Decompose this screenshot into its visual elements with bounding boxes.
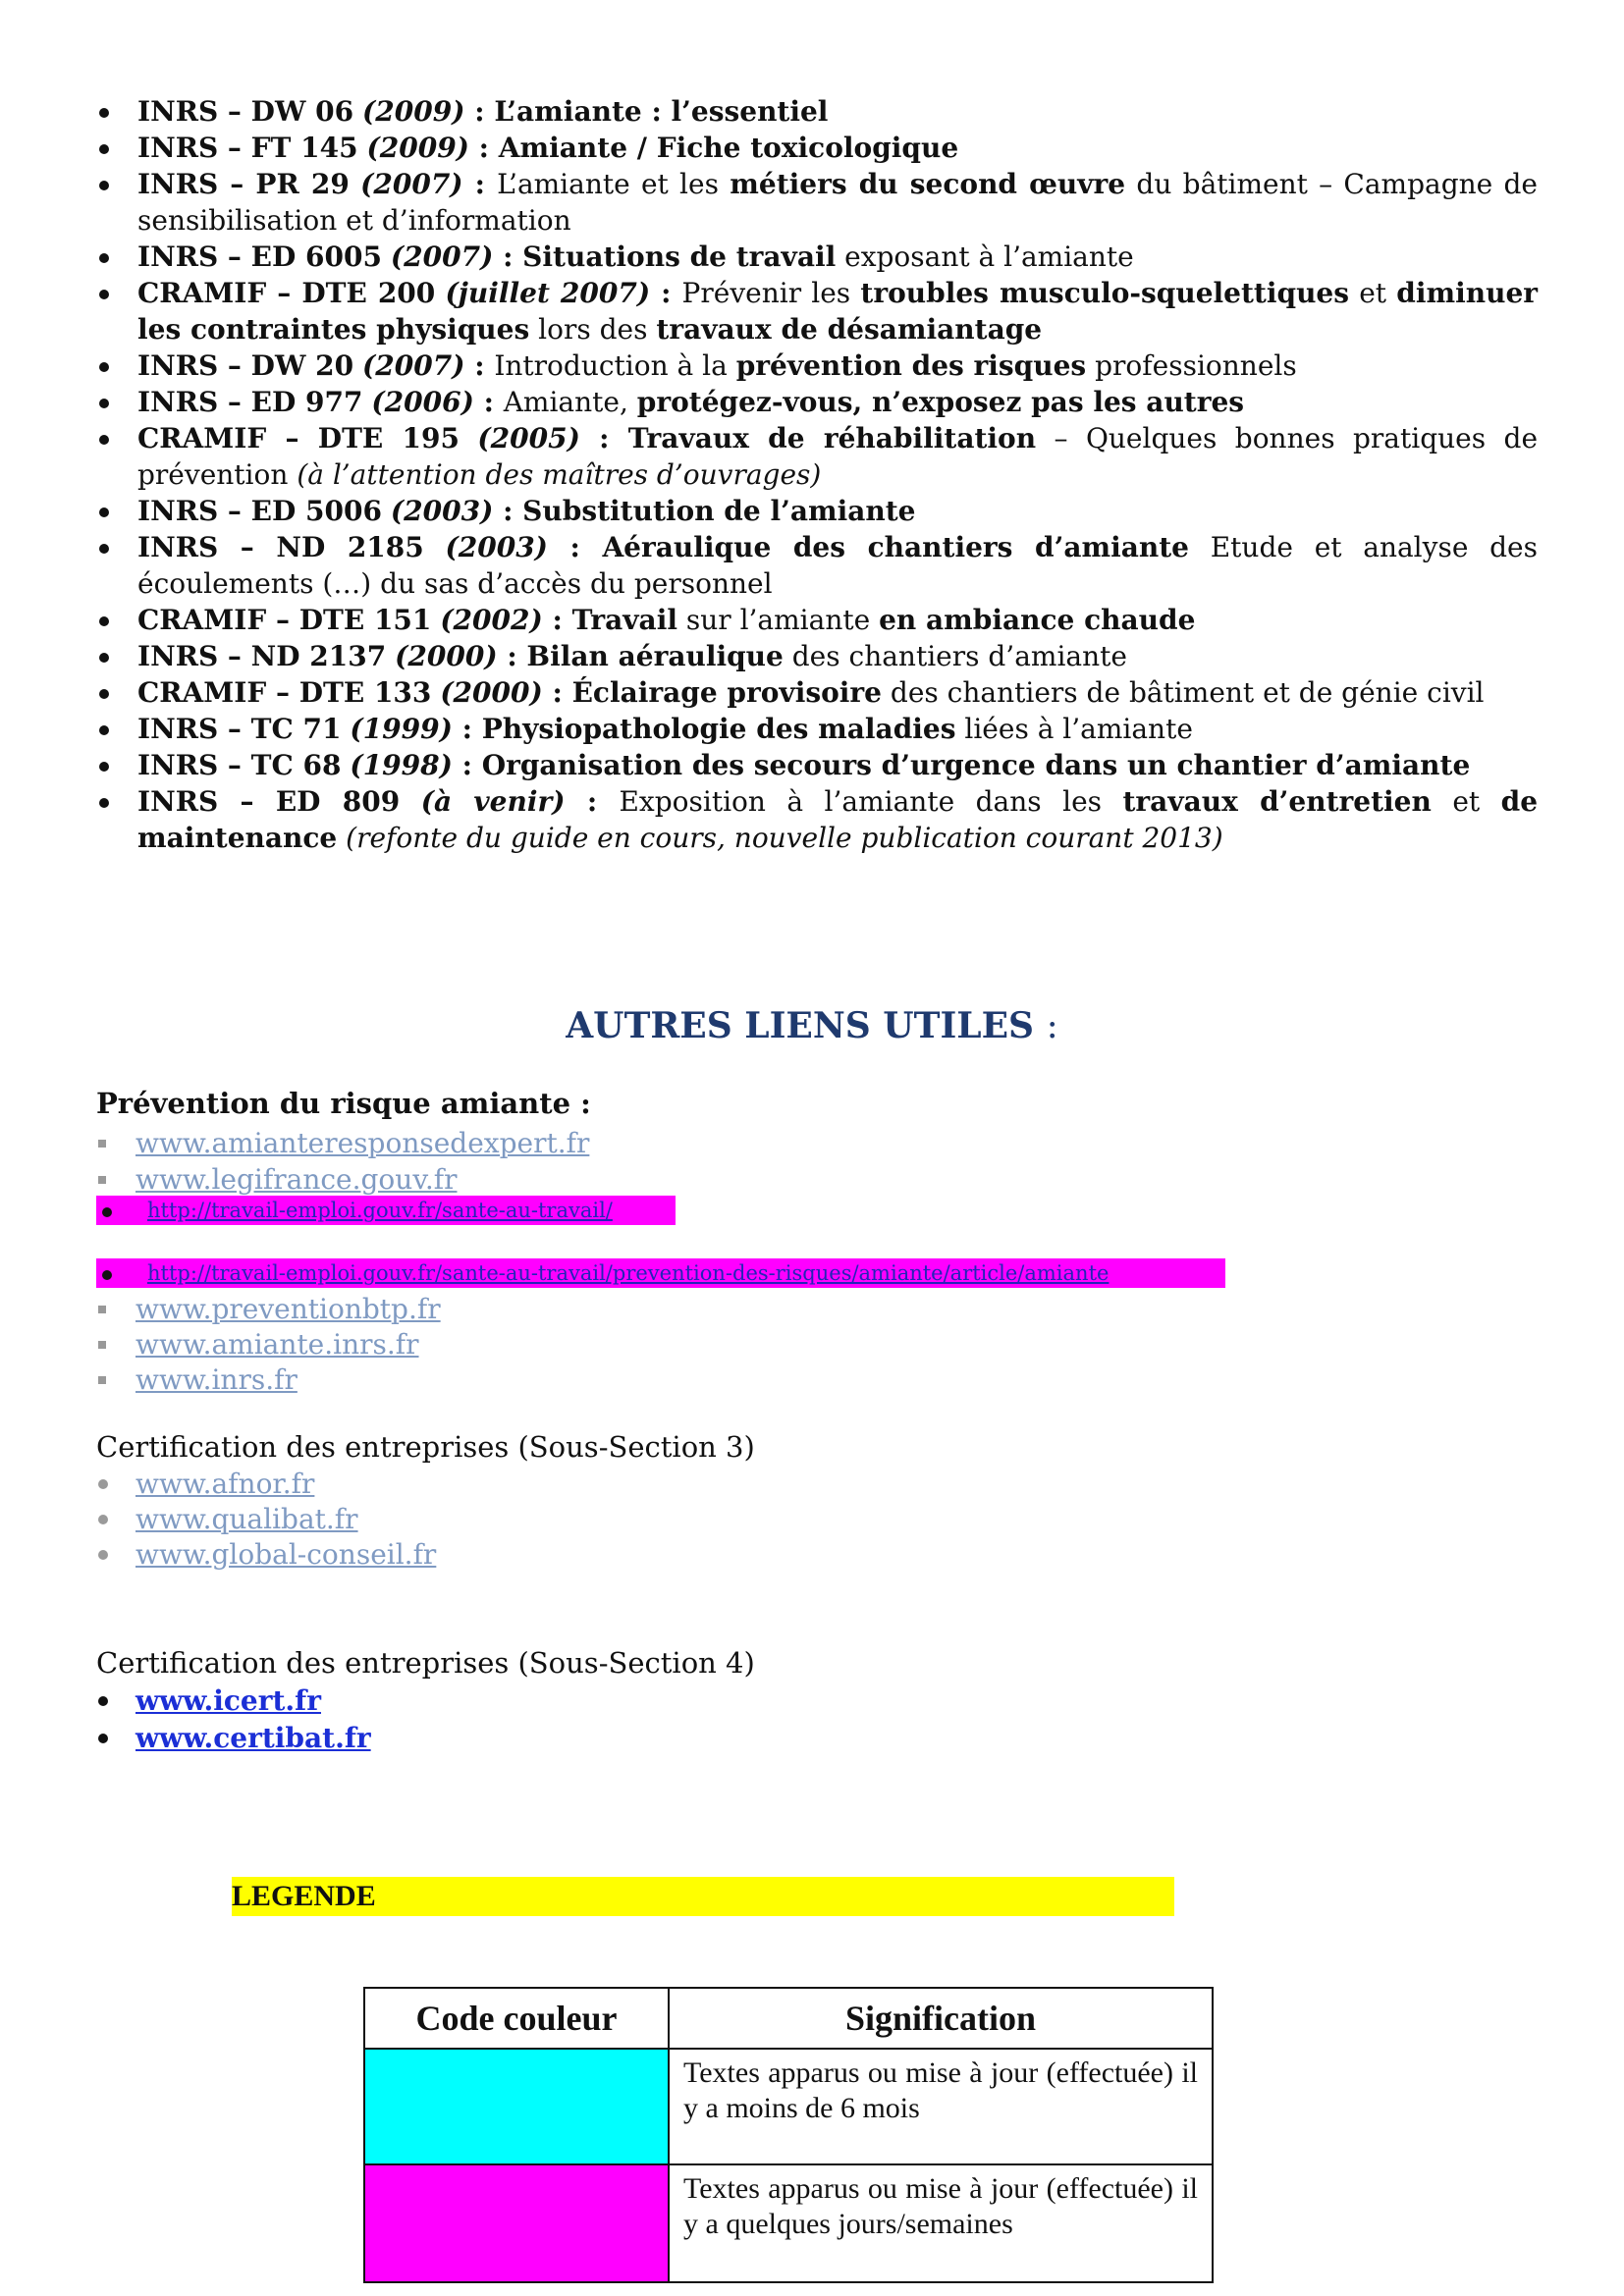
link[interactable]: www.qualibat.fr [135, 1503, 358, 1535]
link[interactable]: www.inrs.fr [135, 1363, 298, 1396]
list-item [96, 1682, 1373, 1720]
reference-item: CRAMIF – DTE 200 (juillet 2007) : Prévenir les troubles musculo-squelettiques et diminuer les contraintes physiques lors des travaux de désamiantage [96, 275, 1538, 347]
bullet-square-icon [98, 1376, 106, 1384]
reference-item: INRS – TC 68 (1998) : Organisation des secours d’urgence dans un chantier d’amiante [96, 747, 1538, 783]
reference-item: INRS – PR 29 (2007) : L’amiante et les métiers du second œuvre du bâtiment – Campagne de sensibilisation et d’information [96, 166, 1538, 239]
reference-item: CRAMIF – DTE 195 (2005) : Travaux de réhabilitation – Quelques bonnes pratiques de prévention (à l’attention des maîtres d’ouvrages) [96, 420, 1538, 493]
bullet-dot-icon [102, 1270, 112, 1280]
bullet-square-icon [98, 1176, 106, 1184]
reference-item: INRS – ND 2185 (2003) : Aéraulique des chantiers d’amiante Etude et analyse des écoulements (…) du sas d’accès du personnel [96, 529, 1538, 602]
cert4-title: Certification des entreprises (Sous-Section 4) [96, 1646, 755, 1680]
bullet-dot-icon [98, 1515, 108, 1524]
link[interactable]: www.icert.fr [135, 1684, 321, 1717]
bullet-dot-icon [98, 1696, 108, 1706]
meaning-cell: Textes apparus ou mise à jour (effectuée) il y a moins de 6 mois [669, 2049, 1213, 2164]
bullet-square-icon [98, 1341, 106, 1349]
link[interactable]: www.preventionbtp.fr [135, 1293, 441, 1325]
reference-item: INRS – ED 977 (2006) : Amiante, protégez-vous, n’exposez pas les autres [96, 384, 1538, 420]
bullet-square-icon [98, 1140, 106, 1148]
meaning-cell: Textes apparus ou mise à jour (effectuée) il y a quelques jours/semaines [669, 2164, 1213, 2282]
link[interactable]: www.certibat.fr [135, 1722, 371, 1754]
reference-item: CRAMIF – DTE 151 (2002) : Travail sur l’amiante en ambiance chaude [96, 602, 1538, 638]
list-item [96, 1720, 1373, 1757]
reference-list [96, 93, 1538, 856]
bullet-dot-icon [98, 1550, 108, 1560]
link[interactable]: www.amiante.inrs.fr [135, 1328, 419, 1361]
cert4-links [96, 1682, 1373, 1757]
legend-table [363, 1987, 1214, 2283]
list-item [96, 1362, 1373, 1398]
cert3-links [96, 1467, 1373, 1573]
reference-item: CRAMIF – DTE 133 (2000) : Éclairage provisoire des chantiers de bâtiment et de génie civil [96, 674, 1538, 711]
legend-label: LEGENDE [232, 1877, 1174, 1916]
link[interactable]: www.global-conseil.fr [135, 1538, 437, 1571]
reference-item: INRS – ED 809 (à venir) : Exposition à l’amiante dans les travaux d’entretien et de maintenance (refonte du guide en cours, nouvelle publication courant 2013) [96, 783, 1538, 856]
bullet-dot-icon [98, 1734, 108, 1743]
bullet-dot-icon [102, 1207, 112, 1217]
prevention-title: Prévention du risque amiante : [96, 1087, 591, 1120]
bullet-dot-icon [98, 1479, 108, 1489]
reference-item: INRS – ED 5006 (2003) : Substitution de l’amiante [96, 493, 1538, 529]
color-swatch-cyan [364, 2049, 669, 2164]
link[interactable]: www.legifrance.gouv.fr [135, 1163, 458, 1196]
prevention-links-more [96, 1292, 1373, 1398]
list-item [96, 1292, 1373, 1327]
reference-item: INRS – FT 145 (2009) : Amiante / Fiche toxicologique [96, 130, 1538, 166]
list-item [96, 1327, 1373, 1362]
reference-item: INRS – DW 20 (2007) : Introduction à la prévention des risques professionnels [96, 347, 1538, 384]
column-header-code: Code couleur [364, 1988, 669, 2049]
reference-item: INRS – ED 6005 (2007) : Situations de travail exposant à l’amiante [96, 239, 1538, 275]
reference-item: INRS – ND 2137 (2000) : Bilan aéraulique des chantiers d’amiante [96, 638, 1538, 674]
table-row [364, 2049, 1213, 2164]
link[interactable]: http://travail-emploi.gouv.fr/sante-au-travail/ [147, 1199, 613, 1222]
reference-item: INRS – DW 06 (2009) : L’amiante : l’essentiel [96, 93, 1538, 130]
list-item [96, 1125, 1373, 1161]
list-item [96, 1537, 1373, 1573]
cert3-title: Certification des entreprises (Sous-Section 3) [96, 1430, 755, 1464]
bullet-square-icon [98, 1306, 106, 1313]
column-header-meaning: Signification [669, 1988, 1213, 2049]
section-title: AUTRES LIENS UTILES : [566, 1005, 1058, 1046]
table-row [364, 2164, 1213, 2282]
link[interactable]: http://travail-emploi.gouv.fr/sante-au-travail/prevention-des-risques/amiante/article/amiante [147, 1261, 1110, 1285]
reference-item: INRS – TC 71 (1999) : Physiopathologie des maladies liées à l’amiante [96, 711, 1538, 747]
link[interactable]: www.amianteresponsedexpert.fr [135, 1127, 590, 1159]
list-item [96, 1467, 1373, 1502]
link[interactable]: www.afnor.fr [135, 1468, 315, 1500]
prevention-links [96, 1125, 1373, 1198]
color-swatch-magenta [364, 2164, 669, 2282]
list-item [96, 1161, 1373, 1198]
list-item [96, 1502, 1373, 1537]
table-header-row [364, 1988, 1213, 2049]
